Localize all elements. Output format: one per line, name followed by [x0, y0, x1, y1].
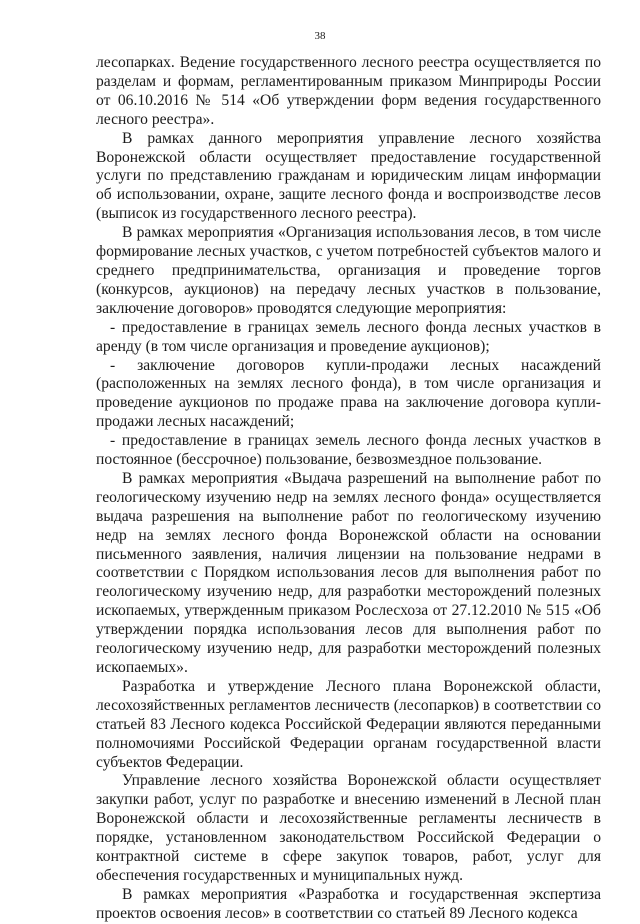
list-item-sale-contracts: - заключение договоров купли-продажи лесных насаждений (расположенных на землях лесного фонда), в том числе организация и проведение аукционов по продаже права на заключение договора купли-продажи лесных насаждений;	[96, 356, 601, 431]
list-item-permanent-use: - предоставление в границах земель лесного фонда лесных участков в постоянное (бессрочное) пользование, безвозмездное пользование.	[96, 432, 601, 469]
paragraph-forest-plan: Разработка и утверждение Лесного плана Воронежской области, лесохозяйственных регламентов лесничеств (лесопарков) в соответствии со статьей 83 Лесного кодекса Российской Федерации являются переданными полномочиями Российской Федерации органам государственной власти субъектов Федерации.	[96, 677, 601, 771]
page-number: 38	[314, 30, 326, 42]
paragraph-forest-projects: В рамках мероприятия «Разработка и государственная экспертиза проектов освоения лесов» в соответствии со статьей 89 Лесного кодекса	[96, 885, 601, 922]
paragraph-procurement: Управление лесного хозяйства Воронежской области осуществляет закупки работ, услуг по разработке и внесению изменений в Лесной план Воронежской области и лесохозяйственные регламенты лесничеств в порядке, установленном законодательством Российской Федерации о контрактной системе в сфере закупок товаров, работ, услуг для обеспечения государственных и муниципальных нужд.	[96, 772, 601, 884]
paragraph-register-extracts: В рамках данного мероприятия управление лесного хозяйства Воронежской области осуществляет предоставление государственной услуги по представлению гражданам и юридическим лицам информации об использовании, охране, защите лесного фонда и воспроизводстве лесов (выписок из государственного лесного реестра).	[96, 129, 601, 223]
paragraph-forest-use-organization: В рамках мероприятия «Организация использования лесов, в том числе формирование лесных участков, с учетом потребностей субъектов малого и среднего предпринимательства, организация и проведение торгов (конкурсов, аукционов) на передачу лесных участков в пользование, заключение договоров» проводятся следующие мероприятия:	[96, 224, 601, 317]
paragraph-geological-permits: В рамках мероприятия «Выдача разрешений на выполнение работ по геологическому изучению недр на землях лесного фонда» осуществляется выдача разрешения на выполнение работ по геологическому изучению недр на землях лесного фонда Воронежской области на основании письменного заявления, наличия лицензии на пользование недрами в соответствии с Порядком использования лесов для выполнения работ по геологическому изучению недр, для разработки месторождений полезных ископаемых, утвержденным приказом Рослесхоза от 27.12.2010 № 515 «Об утверждении порядка использования лесов для выполнения работ по геологическому изучению недр, для разработки месторождений полезных ископаемых».	[96, 469, 601, 676]
paragraph-forest-register: лесопарках. Ведение государственного лесного реестра осуществляется по разделам и формам, регламентированным приказом Минприроды России от 06.10.2016 № 514 «Об утверждении форм ведения государственного лесного реестра».	[96, 54, 601, 128]
list-item-lease: - предоставление в границах земель лесного фонда лесных участков в аренду (в том числе организация и проведение аукционов);	[96, 318, 601, 355]
document-body	[96, 54, 601, 924]
